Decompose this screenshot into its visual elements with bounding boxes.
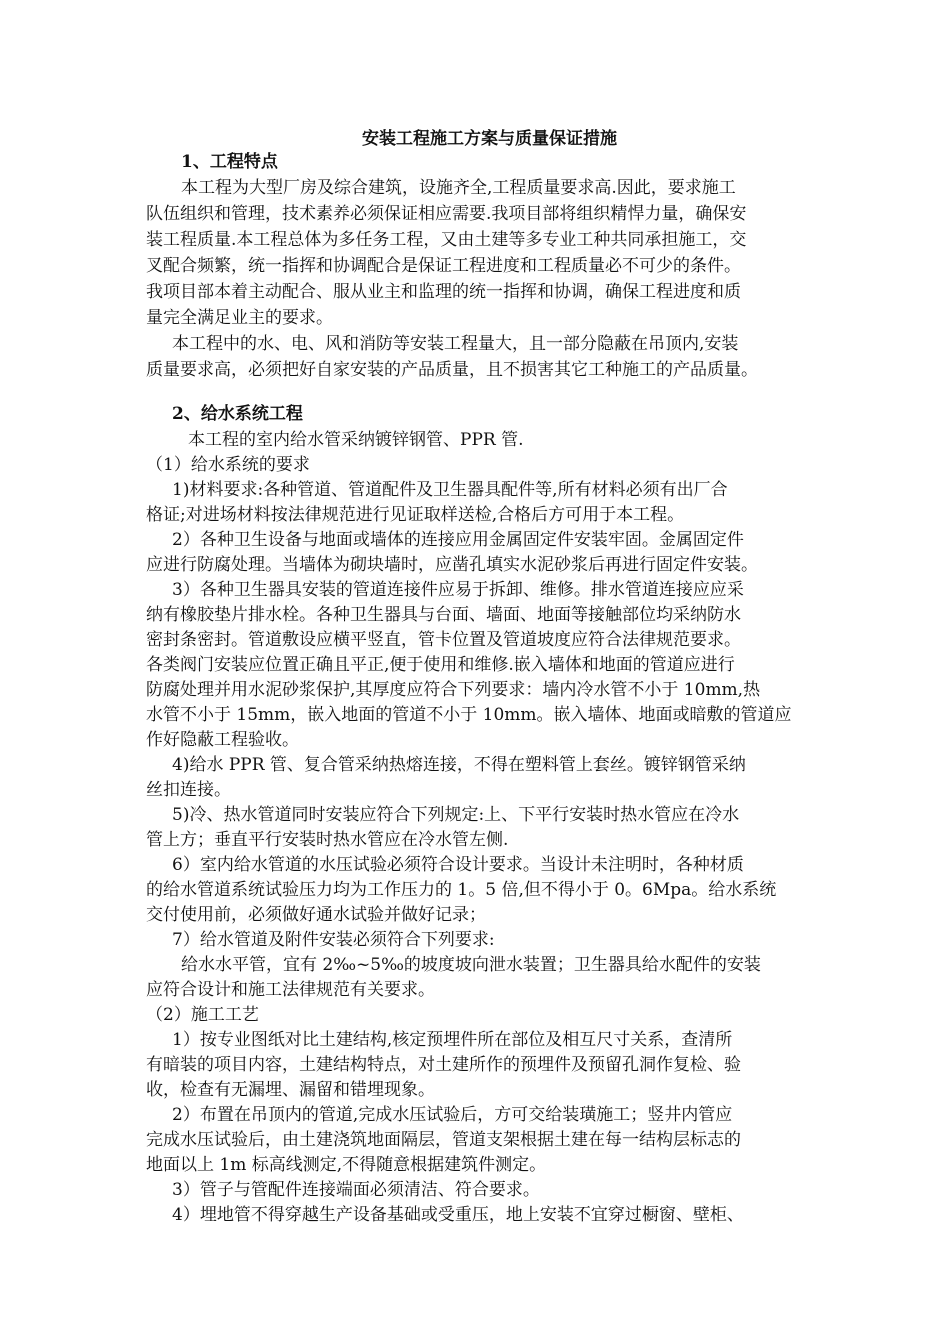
paragraph-line: 1）按专业图纸对比土建结构,核定预埋件所在部位及相互尺寸关系，查清所: [172, 1030, 733, 1050]
paragraph-line: 防腐处理并用水泥砂浆保护,其厚度应符合下列要求：墙内冷水管不小于 10mm,热: [146, 680, 761, 700]
paragraph-line: 完成水压试验后，由土建浇筑地面隔层，管道支架根据土建在每一结构层标志的: [146, 1130, 741, 1150]
paragraph-line: 我项目部本着主动配合、服从业主和监理的统一指挥和协调，确保工程进度和质: [146, 282, 741, 302]
paragraph-line: 交付使用前，必须做好通水试验并做好记录；: [146, 905, 486, 925]
paragraph-line: 叉配合频繁，统一指挥和协调配合是保证工程进度和工程质量必不可少的条件。: [146, 256, 741, 276]
section-heading: 2、给水系统工程: [172, 404, 303, 424]
paragraph-line: 各类阀门安装应位置正确且平正,便于使用和维修.嵌入墙体和地面的管道应进行: [146, 655, 735, 675]
paragraph-line: 本工程中的水、电、风和消防等安装工程量大，且一部分隐蔽在吊顶内,安装: [172, 334, 739, 354]
paragraph-line: 2）各种卫生设备与地面或墙体的连接应用金属固定件安装牢固。金属固定件: [172, 530, 744, 550]
paragraph-line: 有暗装的项目内容，土建结构特点，对土建所作的预埋件及预留孔洞作复检、验: [146, 1055, 741, 1075]
paragraph-line: 装工程质量.本工程总体为多任务工程，又由土建等多专业工种共同承担施工，交: [146, 230, 747, 250]
paragraph-line: 2）布置在吊顶内的管道,完成水压试验后，方可交给装璜施工；竖井内管应: [172, 1105, 733, 1125]
paragraph-line: 量完全满足业主的要求。: [146, 308, 333, 328]
paragraph-line: 水管不小于 15mm，嵌入地面的管道不小于 10mm。嵌入墙体、地面或暗敷的管道应: [146, 705, 792, 725]
page-title: 安装工程施工方案与质量保证措施: [362, 129, 617, 149]
paragraph-line: 应进行防腐处理。当墙体为砌块墙时，应凿孔填实水泥砂浆后再进行固定件安装。: [146, 555, 758, 575]
paragraph-line: 本工程为大型厂房及综合建筑，设施齐全,工程质量要求高.因此，要求施工: [181, 178, 736, 198]
paragraph-line: 格证;对进场材料按法律规范进行见证取样送检,合格后方可用于本工程。: [146, 505, 685, 525]
paragraph-line: 丝扣连接。: [146, 780, 231, 800]
paragraph-line: 5)冷、热水管道同时安装应符合下列规定:上、下平行安装时热水管应在冷水: [172, 805, 740, 825]
paragraph-line: 给水水平管，宜有 2‰~5‰的坡度坡向泄水装置；卫生器具给水配件的安装: [181, 955, 761, 975]
paragraph-line: 应符合设计和施工法律规范有关要求。: [146, 980, 435, 1000]
paragraph-line: 管上方；垂直平行安装时热水管应在冷水管左侧.: [146, 830, 509, 850]
paragraph-line: 本工程的室内给水管采纳镀锌钢管、PPR 管.: [188, 430, 524, 450]
paragraph-line: 7）给水管道及附件安装必须符合下列要求:: [172, 930, 495, 950]
paragraph-line: 4)给水 PPR 管、复合管采纳热熔连接，不得在塑料管上套丝。镀锌钢管采纳: [172, 755, 746, 775]
paragraph-line: 密封条密封。管道敷设应横平竖直，管卡位置及管道坡度应符合法律规范要求。: [146, 630, 741, 650]
subsection-heading: （1）给水系统的要求: [146, 455, 310, 475]
paragraph-line: 作好隐蔽工程验收。: [146, 730, 299, 750]
paragraph-line: 地面以上 1m 标高线测定,不得随意根据建筑件测定。: [146, 1155, 547, 1175]
paragraph-line: 3）管子与管配件连接端面必须清洁、符合要求。: [172, 1180, 540, 1200]
paragraph-line: 1)材料要求:各种管道、管道配件及卫生器具配件等,所有材料必须有出厂合: [172, 480, 728, 500]
subsection-heading: （2）施工工艺: [146, 1005, 259, 1025]
section-heading: 1、工程特点: [181, 152, 278, 172]
paragraph-line: 4）埋地管不得穿越生产设备基础或受重压，地上安装不宜穿过橱窗、壁柜、: [172, 1205, 744, 1225]
paragraph-line: 质量要求高，必须把好自家安装的产品质量，且不损害其它工种施工的产品质量。: [146, 360, 758, 380]
paragraph-line: 队伍组织和管理，技术素养必须保证相应需要.我项目部将组织精悍力量，确保安: [146, 204, 747, 224]
paragraph-line: 收，检查有无漏埋、漏留和错埋现象。: [146, 1080, 435, 1100]
paragraph-line: 3）各种卫生器具安装的管道连接件应易于拆卸、维修。排水管道连接应应采: [172, 580, 744, 600]
paragraph-line: 的给水管道系统试验压力均为工作压力的 1。5 倍,但不得小于 0。6Mpa。给水系统: [146, 880, 777, 900]
paragraph-line: 6）室内给水管道的水压试验必须符合设计要求。当设计未注明时，各种材质: [172, 855, 744, 875]
paragraph-line: 纳有橡胶垫片排水栓。各种卫生器具与台面、墙面、地面等接触部位均采纳防水: [146, 605, 741, 625]
